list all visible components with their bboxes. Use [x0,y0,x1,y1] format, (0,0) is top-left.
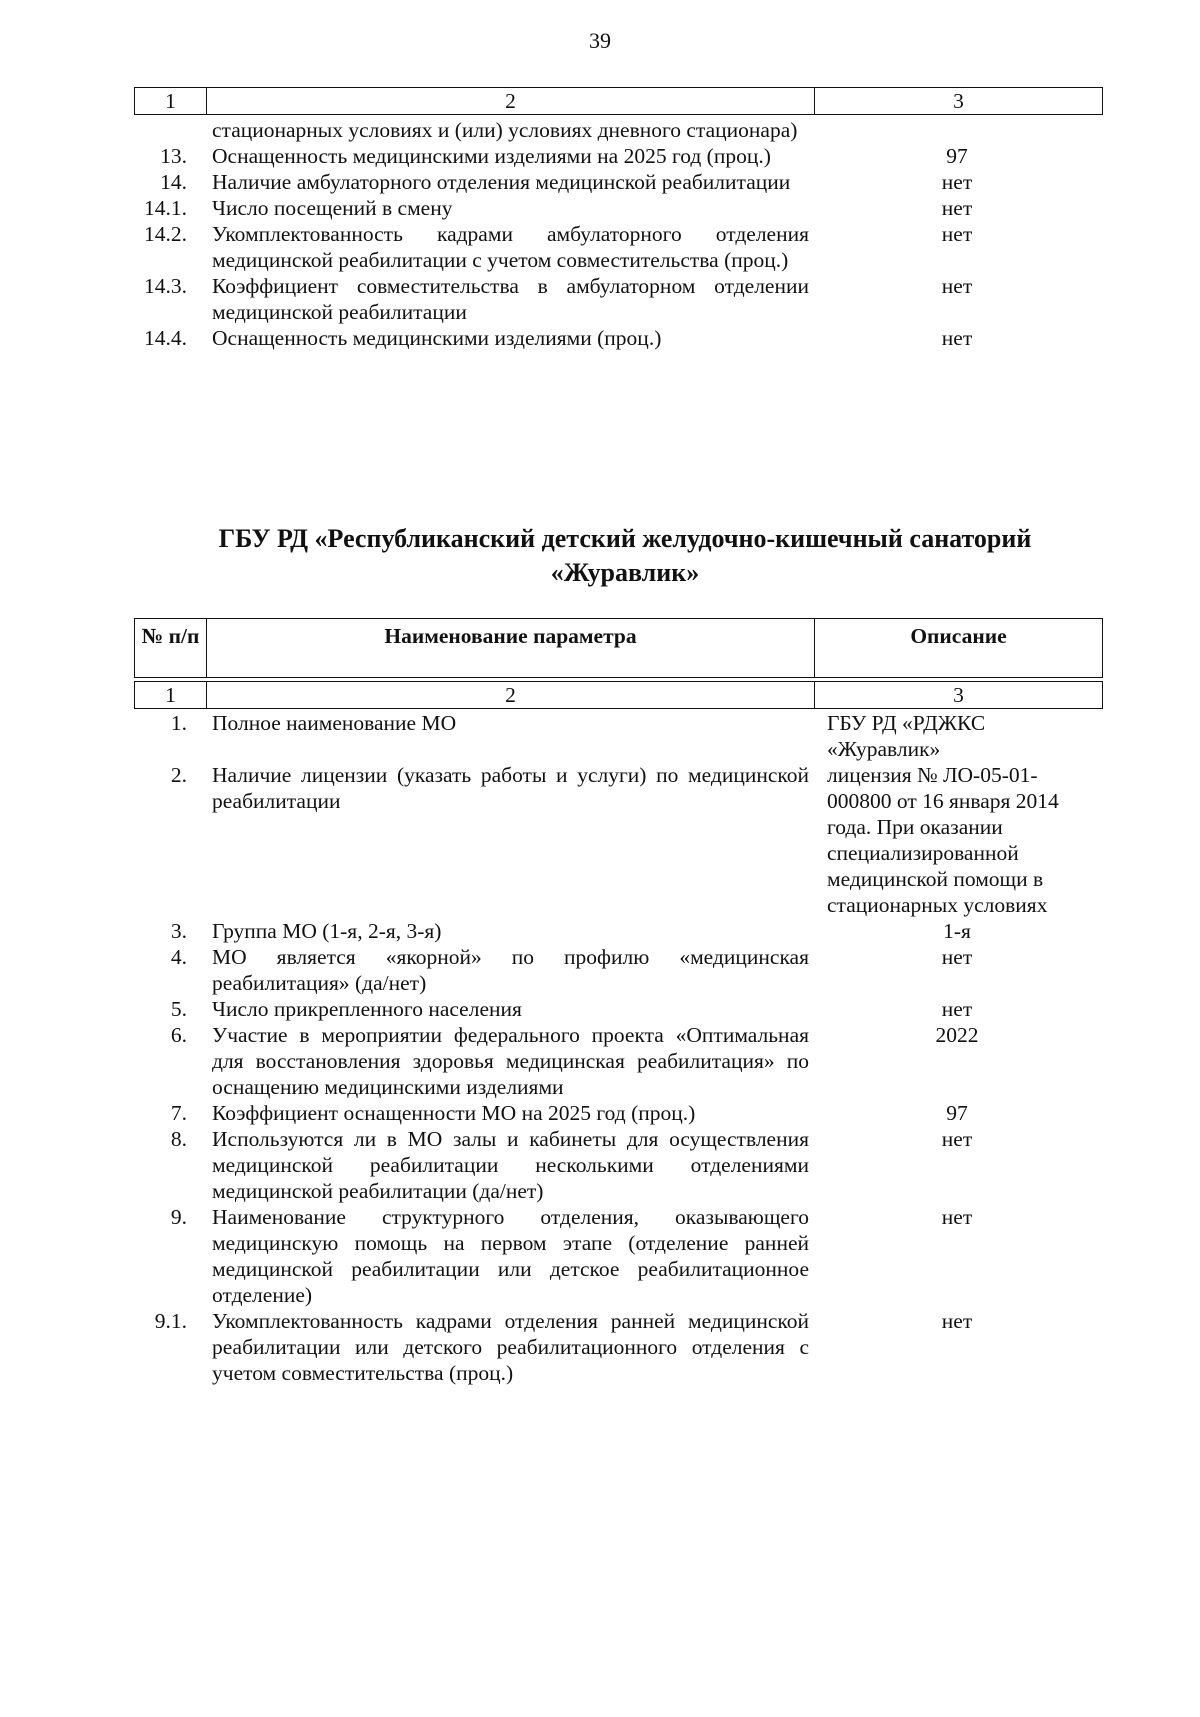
row-value: нет [941,170,973,194]
table-row [134,221,1103,273]
row-value: 1-я [943,919,971,943]
row-value: нет [941,274,973,298]
column-number-1: 1 [165,89,176,113]
row-parameter: Укомплектованность кадрами амбулаторного отделения медицинской реабилитации с учетом совместительства (проц.) [212,222,809,272]
row-parameter: МО является «якорной» по профилю «медицинская реабилитация» (да/нет) [212,945,809,995]
row-value: нет [941,326,973,350]
table-row [134,273,1103,325]
row-value: 97 [946,1101,968,1125]
section-title-line-1: ГБУ РД «Республиканский детский желудочно-кишечный санаторий [218,524,1032,553]
continuation-table-body [134,117,1103,351]
table-row [134,1100,1103,1126]
table-row [134,325,1103,351]
table-row [134,762,1103,918]
row-number: 7. [170,1101,187,1125]
row-parameter: Группа МО (1-я, 2-я, 3-я) [212,919,442,943]
header-number: № п/п [141,624,200,648]
row-parameter: Коэффициент оснащенности МО на 2025 год (проц.) [212,1101,696,1125]
row-value: нет [941,945,973,969]
row-value: нет [941,222,973,246]
row-number: 14.1. [144,196,187,220]
table-row [134,944,1103,996]
row-number [134,117,205,143]
section-title-line-2: «Журавлик» [550,558,700,587]
row-number: 9. [170,1205,187,1229]
row-value: нет [941,1309,973,1333]
column-number-2: 2 [206,682,814,708]
row-value [813,117,1101,143]
row-parameter: стационарных условиях и (или) условиях дневного стационара) [212,118,798,142]
row-parameter: Наличие лицензии (указать работы и услуги) по медицинской реабилитации [212,763,809,813]
row-number: 2. [170,763,187,787]
table-row [134,1126,1103,1204]
row-number: 14.3. [144,274,187,298]
row-value: лицензия № ЛО-05-01-000800 от 16 января 2014 года. При оказании специализированной медицинской помощи в стационарных условиях [827,763,1059,917]
row-value: 2022 [935,1023,979,1047]
row-parameter: Коэффициент совместительства в амбулаторном отделении медицинской реабилитации [212,274,809,324]
table-row [134,1204,1103,1308]
table-row [134,1308,1103,1386]
row-value: нет [941,997,973,1021]
table-row [134,169,1103,195]
row-number: 14.2. [144,222,187,246]
table-row [134,710,1103,762]
row-number: 5. [170,997,187,1021]
row-value: нет [941,1205,973,1229]
row-parameter: Участие в мероприятии федерального проекта «Оптимальная для восстановления здоровья медицинская реабилитация» по оснащению медицинскими изделиями [212,1023,809,1099]
row-parameter: Наименование структурного отделения, оказывающего медицинскую помощь на первом этапе (отделение ранней медицинской реабилитации или детское реабилитационное отделение) [212,1205,809,1307]
column-number-3: 3 [814,682,1102,708]
row-parameter: Оснащенность медицинскими изделиями (проц.) [212,326,662,350]
page-number: 39 [589,28,611,53]
row-number: 6. [170,1023,187,1047]
main-table-body [134,710,1103,1386]
row-number: 4. [170,945,187,969]
row-number: 13. [160,144,187,168]
row-number: 9.1. [154,1309,187,1333]
row-parameter: Число прикрепленного населения [212,997,522,1021]
row-value: нет [941,196,973,220]
table-row [134,195,1103,221]
row-number: 14.4. [144,326,187,350]
row-number: 14. [160,170,187,194]
header-description: Описание [814,619,1102,677]
table-row [134,918,1103,944]
row-value: ГБУ РД «РДЖКС «Журавлик» [827,711,986,761]
table-row [134,117,1103,143]
row-number: 3. [170,919,187,943]
table-row [134,143,1103,169]
row-parameter: Число посещений в смену [212,196,453,220]
row-number: 1. [170,711,187,735]
row-value: нет [941,1127,973,1151]
main-table-header [134,618,1103,678]
table-row [134,1022,1103,1100]
header-parameter: Наименование параметра [206,619,814,677]
continuation-table-header [134,87,1103,115]
row-value: 97 [946,144,968,168]
row-parameter: Используются ли в МО залы и кабинеты для осуществления медицинской реабилитации несколькими отделениями медицинской реабилитации (да/нет) [212,1127,809,1203]
main-table-number-row [134,681,1103,709]
table-row [134,996,1103,1022]
column-number-3: 3 [814,88,1102,114]
column-number-2: 2 [206,88,814,114]
section-title [150,522,1100,590]
row-number: 8. [170,1127,187,1151]
row-parameter: Оснащенность медицинскими изделиями на 2025 год (проц.) [212,144,771,168]
row-parameter: Наличие амбулаторного отделения медицинской реабилитации [212,170,791,194]
row-parameter: Укомплектованность кадрами отделения ранней медицинской реабилитации или детского реабилитационного отделения с учетом совместительства (проц.) [212,1309,809,1385]
row-parameter: Полное наименование МО [212,711,457,735]
column-number-1: 1 [165,683,176,707]
